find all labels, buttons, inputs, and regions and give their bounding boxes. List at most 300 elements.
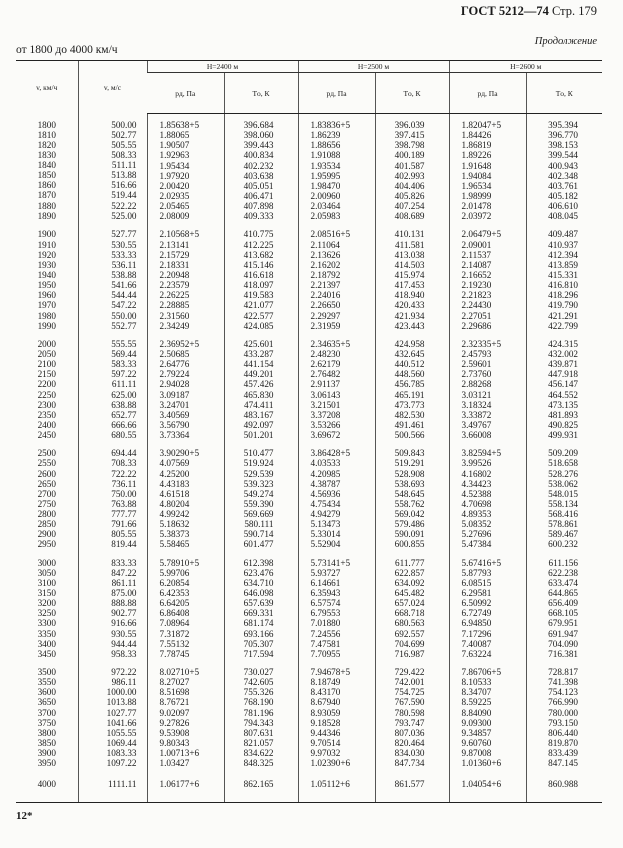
pressure-cell: 5.78910+5: [159, 557, 200, 568]
speed-ms-cell: 1083.33: [106, 748, 137, 759]
temperature-cell: 793.747: [394, 717, 425, 728]
temperature-cell: 410.775: [243, 229, 274, 240]
pressure-cell: 2.76482: [310, 369, 341, 380]
temperature-cell: 447.918: [548, 369, 578, 380]
table-column-cell: [375, 554, 449, 663]
speed-kmh-cell: 2400: [37, 419, 56, 430]
temperature-cell: 421.934: [394, 310, 425, 321]
col-header-temperature: Tо, К: [375, 73, 449, 114]
pressure-cell: 1.82047+5: [461, 120, 502, 130]
pressure-cell: 2.11064: [310, 239, 341, 250]
temperature-cell: 807.036: [394, 727, 425, 738]
pressure-cell: 3.37208: [310, 409, 341, 420]
temperature-cell: 492.097: [243, 419, 274, 430]
pressure-cell: 5.38373: [159, 529, 190, 540]
col-group-h2500: H=2500 м: [298, 61, 449, 73]
table-row-group: [16, 554, 602, 663]
pressure-cell: 4.43183: [159, 478, 190, 489]
speed-kmh-cell: 1880: [37, 200, 56, 211]
pressure-cell: 9.09300: [461, 717, 492, 728]
pressure-cell: 4.38787: [310, 478, 341, 489]
pressure-cell: 2.18331: [159, 259, 190, 270]
temperature-cell: 862.165: [243, 779, 274, 790]
speed-kmh-cell: 3700: [37, 707, 56, 718]
table-column-cell: [147, 554, 224, 663]
pressure-cell: 4.61518: [159, 488, 190, 499]
table-column-cell: [449, 663, 526, 772]
pressure-cell: 6.72749: [461, 608, 492, 619]
pressure-cell: 2.50685: [159, 348, 190, 359]
speed-ms-cell: 1027.77: [106, 707, 137, 718]
temperature-cell: 716.381: [548, 648, 578, 659]
temperature-cell: 410.131: [394, 229, 425, 240]
temperature-cell: 409.487: [548, 229, 578, 240]
temperature-cell: 742.001: [394, 677, 425, 688]
pressure-cell: 2.62179: [310, 359, 341, 370]
speed-ms-cell: 958.33: [111, 648, 137, 659]
speed-ms-cell: 516.66: [111, 180, 137, 191]
pressure-cell: 1.94084: [461, 170, 492, 181]
pressure-cell: 2.06479+5: [461, 229, 502, 240]
pressure-cell: 3.21501: [310, 399, 341, 410]
temperature-cell: 741.398: [548, 677, 578, 688]
table-row-group: [16, 225, 602, 334]
table-column-cell: [526, 663, 602, 772]
temperature-cell: 821.057: [243, 738, 274, 749]
pressure-cell: 1.95434: [159, 160, 190, 171]
pressure-cell: 2.21823: [461, 290, 492, 301]
temperature-cell: 600.855: [394, 539, 425, 550]
table-column-cell: [526, 114, 602, 226]
table-column-cell: [16, 554, 78, 663]
speed-ms-cell: 930.55: [111, 628, 137, 639]
temperature-cell: 412.225: [243, 239, 274, 250]
temperature-cell: 742.605: [243, 677, 274, 688]
speed-ms-cell: 519.44: [111, 190, 137, 201]
pressure-cell: 4.16802: [461, 468, 492, 479]
temperature-cell: 399.544: [548, 150, 578, 161]
speed-ms-cell: 708.33: [111, 458, 137, 469]
continuation-label: Продолжение: [534, 36, 597, 47]
temperature-cell: 396.039: [394, 120, 425, 130]
temperature-cell: 412.394: [548, 249, 578, 260]
speed-kmh-cell: 2100: [37, 359, 56, 370]
temperature-cell: 416.618: [243, 269, 274, 280]
pressure-cell: 6.20854: [159, 577, 190, 588]
pressure-cell: 1.98999: [461, 190, 492, 201]
pressure-cell: 2.45793: [461, 348, 492, 359]
temperature-cell: 408.689: [394, 211, 425, 222]
temperature-cell: 400.834: [243, 150, 274, 161]
table-column-cell: [375, 335, 449, 444]
table-column-cell: [449, 225, 526, 334]
temperature-cell: 457.426: [243, 379, 274, 390]
pressure-cell: 2.13141: [159, 239, 190, 250]
pressure-cell: 2.32335+5: [461, 338, 502, 349]
speed-kmh-cell: 1930: [37, 259, 56, 270]
temperature-cell: 681.174: [243, 618, 274, 629]
temperature-cell: 622.857: [394, 567, 425, 578]
pressure-cell: 9.97032: [310, 748, 341, 759]
pressure-cell: 4.20985: [310, 468, 341, 479]
temperature-cell: 558.134: [548, 498, 578, 509]
speed-kmh-cell: 3300: [37, 618, 56, 629]
pressure-cell: 3.33872: [461, 409, 492, 420]
table-column-cell: [16, 114, 78, 226]
pressure-cell: 4.99242: [159, 509, 190, 520]
speed-ms-cell: 763.88: [111, 498, 137, 509]
temperature-cell: 668.105: [548, 608, 578, 619]
pressure-cell: 8.43170: [310, 687, 341, 698]
pressure-cell: 3.90290+5: [159, 448, 200, 459]
temperature-cell: 439.871: [548, 359, 578, 370]
pressure-cell: 2.79224: [159, 369, 190, 380]
pressure-cell: 7.47581: [310, 638, 341, 649]
temperature-cell: 410.937: [548, 239, 578, 250]
speed-ms-cell: 555.55: [111, 338, 137, 349]
temperature-cell: 406.610: [548, 201, 578, 212]
temperature-cell: 847.145: [548, 758, 578, 769]
temperature-cell: 441.154: [243, 359, 274, 370]
speed-ms-cell: 861.11: [111, 577, 137, 588]
pressure-cell: 2.73760: [461, 369, 492, 380]
speed-kmh-cell: 1970: [37, 300, 56, 311]
speed-kmh-cell: 1810: [37, 129, 56, 140]
temperature-cell: 819.870: [548, 738, 578, 749]
speed-kmh-cell: 3150: [37, 588, 56, 599]
temperature-cell: 419.790: [548, 300, 578, 311]
pressure-cell: 1.02390+6: [310, 758, 351, 769]
speed-ms-cell: 791.66: [111, 519, 137, 530]
table-column-cell: [298, 663, 375, 772]
table-column-cell: [78, 772, 147, 801]
temperature-cell: 767.590: [394, 697, 425, 708]
speed-kmh-cell: 2850: [37, 519, 56, 530]
pressure-cell: 6.86408: [159, 608, 190, 619]
speed-kmh-cell: 2250: [37, 389, 56, 400]
pressure-cell: 1.05112+6: [310, 779, 350, 790]
speed-ms-cell: 502.77: [111, 129, 137, 140]
temperature-cell: 590.091: [394, 529, 425, 540]
pressure-cell: 2.13626: [310, 249, 341, 260]
temperature-cell: 539.323: [243, 478, 274, 489]
table-column-cell: [16, 335, 78, 444]
speed-ms-cell: 722.22: [111, 468, 137, 479]
pressure-cell: 3.53266: [310, 419, 341, 430]
pressure-cell: 2.48230: [310, 348, 341, 359]
speed-ms-cell: 805.55: [111, 529, 137, 540]
pressure-cell: 4.52388: [461, 488, 492, 499]
speed-kmh-cell: 2350: [37, 409, 56, 420]
temperature-cell: 421.077: [243, 300, 274, 311]
temperature-cell: 549.274: [243, 488, 274, 499]
speed-kmh-cell: 3550: [37, 677, 56, 688]
temperature-cell: 538.062: [548, 478, 578, 489]
pressure-cell: 2.03972: [461, 211, 492, 222]
pressure-cell: 2.28885: [159, 300, 190, 311]
pressure-cell: 2.14087: [461, 259, 492, 270]
pressure-cell: 3.06143: [310, 389, 341, 400]
temperature-cell: 768.190: [243, 697, 274, 708]
table-column-cell: [298, 225, 375, 334]
pressure-cell: 2.19230: [461, 280, 492, 291]
pressure-cell: 6.50992: [461, 598, 492, 609]
speed-ms-cell: 513.88: [111, 170, 137, 181]
temperature-cell: 633.474: [548, 577, 578, 588]
temperature-cell: 399.443: [243, 140, 274, 151]
temperature-cell: 396.770: [548, 130, 578, 141]
pressure-cell: 1.91648: [461, 160, 492, 171]
speed-kmh-cell: 2150: [37, 369, 56, 380]
pressure-cell: 4.34423: [461, 478, 492, 489]
temperature-cell: 668.718: [394, 608, 425, 619]
pressure-cell: 2.00420: [159, 180, 190, 191]
table-row-group: [16, 663, 602, 772]
atmosphere-table: [16, 60, 602, 803]
pressure-cell: 2.08516+5: [310, 229, 351, 240]
temperature-cell: 398.798: [394, 140, 425, 151]
table-column-cell: [224, 772, 298, 801]
speed-kmh-cell: 2800: [37, 509, 56, 520]
page-number: Стр. 179: [551, 4, 597, 18]
temperature-cell: 418.296: [548, 290, 578, 301]
pressure-cell: 1.84426: [461, 130, 492, 141]
pressure-cell: 2.24430: [461, 300, 492, 311]
col-header-temperature: Tо, К: [224, 73, 298, 114]
speed-kmh-cell: 3400: [37, 638, 56, 649]
pressure-cell: 6.57574: [310, 598, 341, 609]
pressure-cell: 2.26225: [159, 290, 190, 301]
table-column-cell: [449, 772, 526, 801]
temperature-cell: 634.710: [243, 577, 274, 588]
speed-ms-cell: 1013.88: [106, 697, 137, 708]
temperature-cell: 403.638: [243, 170, 274, 181]
temperature-cell: 519.291: [394, 458, 425, 469]
pressure-cell: 9.60760: [461, 738, 492, 749]
temperature-cell: 465.830: [243, 389, 274, 400]
pressure-cell: 4.75434: [310, 498, 341, 509]
table-column-cell: [16, 663, 78, 772]
speed-ms-cell: 944.44: [111, 638, 137, 649]
page-header: [461, 4, 597, 19]
pressure-cell: 2.36952+5: [159, 338, 200, 349]
pressure-cell: 9.27826: [159, 717, 190, 728]
speed-kmh-cell: 3500: [37, 667, 56, 678]
pressure-cell: 1.83836+5: [310, 120, 351, 130]
temperature-cell: 402.348: [548, 170, 578, 181]
temperature-cell: 716.987: [394, 648, 425, 659]
pressure-cell: 7.94678+5: [310, 667, 351, 678]
temperature-cell: 692.557: [394, 628, 425, 639]
temperature-cell: 691.947: [548, 628, 578, 639]
speed-kmh-cell: 4000: [37, 779, 56, 790]
pressure-cell: 4.25200: [159, 468, 190, 479]
speed-ms-cell: 527.77: [111, 229, 137, 240]
pressure-cell: 2.03464: [310, 201, 341, 212]
pressure-cell: 9.18528: [310, 717, 341, 728]
pressure-cell: 1.96534: [461, 180, 492, 191]
pressure-cell: 1.01360+6: [461, 758, 502, 769]
temperature-cell: 657.639: [243, 598, 274, 609]
pressure-cell: 2.31560: [159, 310, 190, 321]
speed-ms-cell: 597.22: [111, 369, 137, 380]
col-header-pressure: pд, Па: [147, 73, 224, 114]
table-column-cell: [298, 554, 375, 663]
pressure-cell: 7.08964: [159, 618, 190, 629]
temperature-cell: 794.343: [243, 717, 274, 728]
temperature-cell: 656.409: [548, 598, 578, 609]
table-column-cell: [147, 444, 224, 553]
pressure-cell: 8.27027: [159, 677, 190, 688]
pressure-cell: 5.67416+5: [461, 557, 502, 568]
temperature-cell: 413.038: [394, 249, 425, 260]
temperature-cell: 417.453: [394, 280, 425, 291]
temperature-cell: 548.015: [548, 488, 578, 499]
temperature-cell: 400.943: [548, 160, 578, 171]
temperature-cell: 402.993: [394, 170, 425, 181]
temperature-cell: 730.027: [243, 667, 274, 678]
pressure-cell: 8.51698: [159, 687, 190, 698]
temperature-cell: 728.817: [548, 667, 578, 678]
table-column-cell: [526, 772, 602, 801]
temperature-cell: 657.024: [394, 598, 425, 609]
pressure-cell: 9.44346: [310, 727, 341, 738]
temperature-cell: 600.232: [548, 539, 578, 550]
temperature-cell: 407.898: [243, 201, 274, 212]
speed-ms-cell: 511.11: [111, 160, 137, 171]
pressure-cell: 2.31959: [310, 320, 341, 331]
pressure-cell: 2.34635+5: [310, 338, 351, 349]
speed-kmh-cell: 3850: [37, 738, 56, 749]
temperature-cell: 421.291: [548, 310, 578, 321]
pressure-cell: 1.88065: [159, 130, 190, 141]
pressure-cell: 2.11537: [461, 249, 492, 260]
table-column-cell: [526, 335, 602, 444]
temperature-cell: 432.645: [394, 348, 425, 359]
speed-ms-cell: 583.33: [111, 359, 137, 370]
temperature-cell: 481.893: [548, 409, 578, 420]
speed-ms-cell: 533.33: [111, 249, 137, 260]
pressure-cell: 9.34857: [461, 727, 492, 738]
temperature-cell: 569.042: [394, 509, 425, 520]
pressure-cell: 2.20948: [159, 269, 190, 280]
speed-ms-cell: 888.88: [111, 598, 137, 609]
speed-kmh-cell: 3000: [37, 557, 56, 568]
temperature-cell: 406.471: [243, 190, 274, 201]
pressure-cell: 4.80204: [159, 498, 190, 509]
speed-kmh-cell: 2750: [37, 498, 56, 509]
speed-ms-cell: 541.66: [111, 280, 137, 291]
pressure-cell: 2.24016: [310, 290, 341, 301]
temperature-cell: 754.123: [548, 687, 578, 698]
speed-kmh-cell: 2900: [37, 529, 56, 540]
temperature-cell: 473.773: [394, 399, 425, 410]
table-column-cell: [449, 335, 526, 444]
pressure-cell: 8.84090: [461, 707, 492, 718]
temperature-cell: 474.411: [243, 399, 274, 410]
temperature-cell: 424.958: [394, 338, 425, 349]
temperature-cell: 449.201: [243, 369, 274, 380]
pressure-cell: 6.35943: [310, 588, 341, 599]
speed-kmh-cell: 2200: [37, 379, 56, 390]
speed-ms-cell: 500.00: [111, 119, 137, 130]
temperature-cell: 456.147: [548, 379, 578, 390]
temperature-cell: 861.577: [394, 779, 425, 790]
temperature-cell: 424.085: [243, 320, 274, 331]
temperature-cell: 623.476: [243, 567, 274, 578]
pressure-cell: 2.21397: [310, 280, 341, 291]
table-column-cell: [298, 114, 375, 226]
pressure-cell: 2.08009: [159, 211, 190, 222]
temperature-cell: 754.725: [394, 687, 425, 698]
temperature-cell: 400.189: [394, 150, 425, 161]
speed-kmh-cell: 1950: [37, 280, 56, 291]
pressure-cell: 1.93534: [310, 160, 341, 171]
temperature-cell: 464.552: [548, 389, 578, 400]
speed-ms-cell: 544.44: [111, 290, 137, 301]
pressure-cell: 2.05465: [159, 201, 190, 212]
temperature-cell: 766.990: [548, 697, 578, 708]
pressure-cell: 5.87793: [461, 567, 492, 578]
temperature-cell: 528.276: [548, 468, 578, 479]
temperature-cell: 704.090: [548, 638, 578, 649]
temperature-cell: 578.861: [548, 519, 578, 530]
pressure-cell: 1.86819: [461, 140, 492, 151]
speed-ms-cell: 694.44: [111, 448, 137, 459]
speed-kmh-cell: 1890: [37, 210, 56, 221]
pressure-cell: 7.40087: [461, 638, 492, 649]
pressure-cell: 8.59225: [461, 697, 492, 708]
pressure-cell: 9.70514: [310, 738, 341, 749]
speed-kmh-cell: 1960: [37, 290, 56, 301]
col-group-h2400: H=2400 м: [147, 61, 298, 73]
temperature-cell: 806.440: [548, 727, 578, 738]
speed-ms-cell: 538.88: [111, 269, 137, 280]
temperature-cell: 395.394: [548, 120, 578, 130]
pressure-cell: 8.18749: [310, 677, 341, 688]
pressure-cell: 5.99706: [159, 567, 190, 578]
temperature-cell: 501.201: [243, 430, 274, 441]
speed-kmh-cell: 1850: [37, 170, 56, 181]
speed-kmh-cell: 2300: [37, 399, 56, 410]
temperature-cell: 569.669: [243, 509, 274, 520]
pressure-cell: 7.86706+5: [461, 667, 502, 678]
pressure-cell: 5.18632: [159, 519, 190, 530]
temperature-cell: 422.799: [548, 320, 578, 331]
temperature-cell: 704.699: [394, 638, 425, 649]
pressure-cell: 9.87008: [461, 748, 492, 759]
standard-code: ГОСТ 5212—74: [460, 4, 549, 18]
table-body: [16, 114, 602, 802]
temperature-cell: 473.135: [548, 399, 578, 410]
temperature-cell: 405.051: [243, 180, 274, 191]
speed-ms-cell: 550.00: [111, 310, 137, 321]
temperature-cell: 680.563: [394, 618, 425, 629]
pressure-cell: 5.08352: [461, 519, 492, 530]
pressure-cell: 7.70955: [310, 648, 341, 659]
pressure-cell: 2.94028: [159, 379, 190, 390]
pressure-cell: 2.15729: [159, 249, 190, 260]
pressure-cell: 2.18792: [310, 269, 341, 280]
table-column-cell: [78, 335, 147, 444]
speed-ms-cell: 638.88: [111, 399, 137, 410]
temperature-cell: 440.512: [394, 359, 425, 370]
temperature-cell: 465.191: [394, 389, 425, 400]
pressure-cell: 1.91088: [310, 150, 341, 161]
pressure-cell: 5.93727: [310, 567, 341, 578]
temperature-cell: 397.415: [394, 130, 425, 141]
pressure-cell: 3.03121: [461, 389, 492, 400]
